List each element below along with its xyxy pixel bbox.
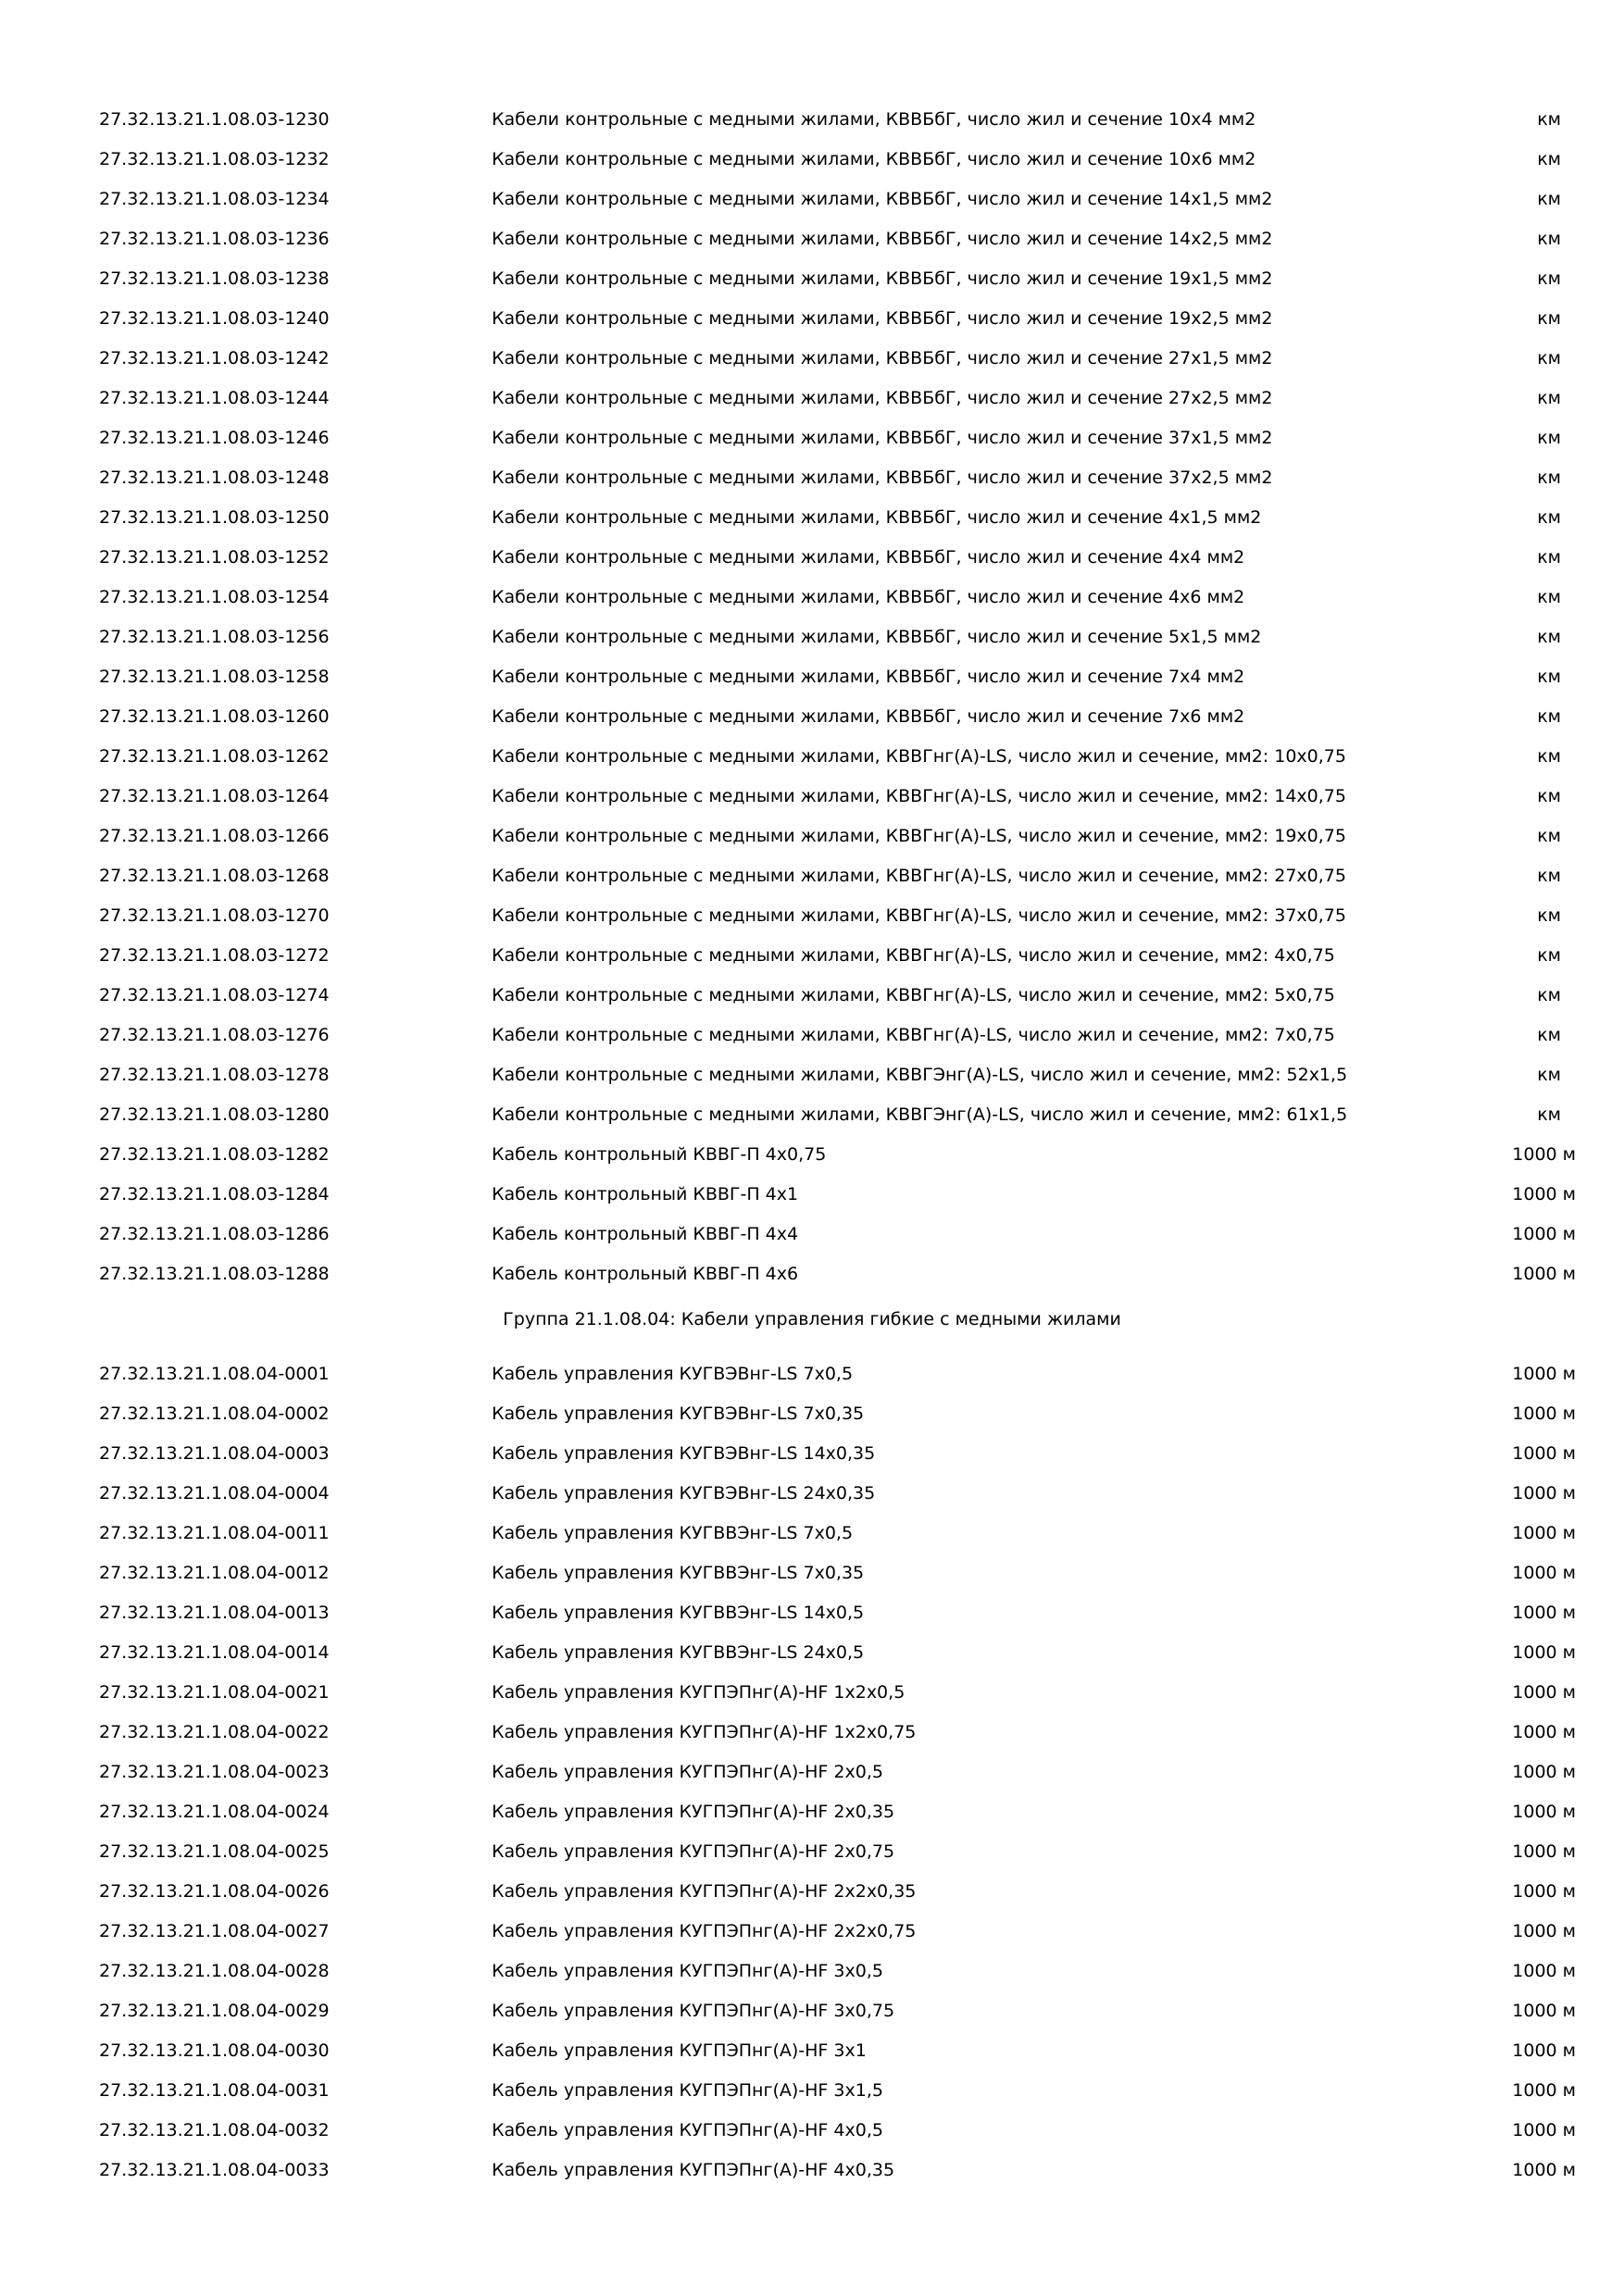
resource-name: Кабель управления КУГПЭПнг(А)-HF 2х2х0,75 — [492, 1921, 917, 1941]
resource-code: 27.32.13.21.1.08.03-1240 — [99, 308, 330, 329]
unit-of-measure: км — [1537, 348, 1561, 368]
resource-name: Кабель управления КУГПЭПнг(А)-HF 2х2х0,35 — [492, 1881, 917, 1902]
resource-name: Кабели контрольные с медными жилами, КВВБбГ, число жил и сечение 5х1,5 мм2 — [492, 627, 1262, 647]
table-row — [0, 180, 1624, 219]
table-row — [0, 1991, 1624, 2031]
resource-code: 27.32.13.21.1.08.04-0012 — [99, 1563, 330, 1583]
resource-code: 27.32.13.21.1.08.03-1244 — [99, 388, 330, 408]
unit-of-measure: км — [1537, 746, 1561, 767]
unit-of-measure: 1000 м — [1512, 2080, 1576, 2101]
table-row — [0, 777, 1624, 817]
unit-of-measure: км — [1537, 866, 1561, 886]
resource-name: Кабель контрольный КВВГ-П 4х6 — [492, 1264, 799, 1284]
unit-of-measure: км — [1537, 149, 1561, 169]
resource-code: 27.32.13.21.1.08.03-1236 — [99, 229, 330, 249]
unit-of-measure: 1000 м — [1512, 1961, 1576, 1981]
unit-of-measure: 1000 м — [1512, 1184, 1576, 1204]
resource-name: Кабель управления КУГПЭПнг(А)-HF 4х0,5 — [492, 2120, 883, 2140]
table-row — [0, 299, 1624, 339]
unit-of-measure: км — [1537, 786, 1561, 806]
unit-of-measure: 1000 м — [1512, 2040, 1576, 2061]
resource-name: Кабель контрольный КВВГ-П 4х0,75 — [492, 1144, 827, 1165]
resource-name: Кабель управления КУГПЭПнг(А)-HF 2х0,35 — [492, 1802, 895, 1822]
table-row — [0, 2151, 1624, 2190]
unit-of-measure: км — [1537, 308, 1561, 329]
table-row — [0, 1474, 1624, 1514]
resource-code: 27.32.13.21.1.08.03-1246 — [99, 428, 330, 448]
resource-name: Кабели контрольные с медными жилами, КВВБбГ, число жил и сечение 4х4 мм2 — [492, 547, 1245, 568]
resource-name: Кабель управления КУГПЭПнг(А)-HF 2х0,75 — [492, 1841, 895, 1862]
resource-code: 27.32.13.21.1.08.03-1270 — [99, 905, 330, 926]
resource-name: Кабели контрольные с медными жилами, КВВБбГ, число жил и сечение 14х1,5 мм2 — [492, 189, 1273, 209]
group-title: Группа 21.1.08.04: Кабели управления гибкие с медными жилами — [503, 1309, 1121, 1329]
unit-of-measure: км — [1537, 706, 1561, 727]
table-row — [0, 498, 1624, 538]
resource-code: 27.32.13.21.1.08.03-1234 — [99, 189, 330, 209]
table-row — [0, 1016, 1624, 1055]
resource-code: 27.32.13.21.1.08.03-1232 — [99, 149, 330, 169]
resource-name: Кабели контрольные с медными жилами, КВВБбГ, число жил и сечение 37х1,5 мм2 — [492, 428, 1273, 448]
resource-name: Кабель управления КУГПЭПнг(А)-HF 3х1,5 — [492, 2080, 883, 2101]
unit-of-measure: км — [1537, 1025, 1561, 1045]
resource-code: 27.32.13.21.1.08.03-1280 — [99, 1104, 330, 1125]
unit-of-measure: 1000 м — [1512, 1881, 1576, 1902]
table-row — [0, 1633, 1624, 1673]
table-section-08-04 — [0, 1354, 1624, 2190]
resource-code: 27.32.13.21.1.08.04-0026 — [99, 1881, 330, 1902]
resource-name: Кабель управления КУГПЭПнг(А)-HF 4х0,35 — [492, 2160, 895, 2180]
resource-name: Кабель контрольный КВВГ-П 4х1 — [492, 1184, 799, 1204]
unit-of-measure: 1000 м — [1512, 2120, 1576, 2140]
resource-code: 27.32.13.21.1.08.04-0023 — [99, 1762, 330, 1782]
resource-code: 27.32.13.21.1.08.03-1274 — [99, 985, 330, 1005]
table-row — [0, 1872, 1624, 1912]
resource-code: 27.32.13.21.1.08.03-1252 — [99, 547, 330, 568]
table-section-08-03 — [0, 100, 1624, 1294]
table-row — [0, 100, 1624, 140]
table-row — [0, 697, 1624, 737]
resource-code: 27.32.13.21.1.08.03-1284 — [99, 1184, 330, 1204]
resource-name: Кабели контрольные с медными жилами, КВВБбГ, число жил и сечение 19х2,5 мм2 — [492, 308, 1273, 329]
unit-of-measure: 1000 м — [1512, 1921, 1576, 1941]
table-row — [0, 1354, 1624, 1394]
resource-name: Кабель управления КУГВЭВнг-LS 14х0,35 — [492, 1443, 876, 1464]
resource-name: Кабель управления КУГВВЭнг-LS 7х0,5 — [492, 1523, 854, 1543]
resource-code: 27.32.13.21.1.08.04-0011 — [99, 1523, 330, 1543]
resource-name: Кабели контрольные с медными жилами, КВВБбГ, число жил и сечение 7х4 мм2 — [492, 667, 1245, 687]
table-row — [0, 1394, 1624, 1434]
resource-name: Кабели контрольные с медными жилами, КВВГнг(А)-LS, число жил и сечение, мм2: 14х0,75 — [492, 786, 1346, 806]
unit-of-measure: 1000 м — [1512, 1762, 1576, 1782]
table-row — [0, 817, 1624, 856]
table-row — [0, 657, 1624, 697]
resource-code: 27.32.13.21.1.08.03-1288 — [99, 1264, 330, 1284]
unit-of-measure: 1000 м — [1512, 2160, 1576, 2180]
unit-of-measure: км — [1537, 667, 1561, 687]
resource-name: Кабели контрольные с медными жилами, КВВБбГ, число жил и сечение 7х6 мм2 — [492, 706, 1245, 727]
resource-code: 27.32.13.21.1.08.03-1230 — [99, 109, 330, 130]
resource-code: 27.32.13.21.1.08.03-1260 — [99, 706, 330, 727]
unit-of-measure: км — [1537, 507, 1561, 528]
table-row — [0, 1514, 1624, 1554]
table-row — [0, 618, 1624, 657]
resource-code: 27.32.13.21.1.08.04-0022 — [99, 1722, 330, 1742]
resource-name: Кабель управления КУГПЭПнг(А)-HF 1х2х0,5 — [492, 1682, 906, 1703]
table-row — [0, 1055, 1624, 1095]
resource-name: Кабель управления КУГВЭВнг-LS 7х0,5 — [492, 1364, 854, 1384]
table-row — [0, 1713, 1624, 1753]
unit-of-measure: км — [1537, 388, 1561, 408]
resource-code: 27.32.13.21.1.08.03-1238 — [99, 268, 330, 289]
unit-of-measure: км — [1537, 468, 1561, 488]
resource-name: Кабели контрольные с медными жилами, КВВБбГ, число жил и сечение 4х1,5 мм2 — [492, 507, 1262, 528]
resource-name: Кабели контрольные с медными жилами, КВВГнг(А)-LS, число жил и сечение, мм2: 27х0,75 — [492, 866, 1346, 886]
table-row — [0, 1753, 1624, 1792]
unit-of-measure: км — [1537, 268, 1561, 289]
resource-name: Кабель управления КУГПЭПнг(А)-HF 2х0,5 — [492, 1762, 883, 1782]
resource-name: Кабели контрольные с медными жилами, КВВГнг(А)-LS, число жил и сечение, мм2: 37х0,75 — [492, 905, 1346, 926]
resource-code: 27.32.13.21.1.08.04-0027 — [99, 1921, 330, 1941]
resource-name: Кабель управления КУГВВЭнг-LS 24х0,5 — [492, 1642, 865, 1663]
resource-code: 27.32.13.21.1.08.03-1282 — [99, 1144, 330, 1165]
unit-of-measure: км — [1537, 985, 1561, 1005]
unit-of-measure: км — [1537, 428, 1561, 448]
unit-of-measure: 1000 м — [1512, 1802, 1576, 1822]
resource-code: 27.32.13.21.1.08.03-1266 — [99, 826, 330, 846]
resource-code: 27.32.13.21.1.08.04-0014 — [99, 1642, 330, 1663]
resource-code: 27.32.13.21.1.08.03-1268 — [99, 866, 330, 886]
resource-code: 27.32.13.21.1.08.04-0001 — [99, 1364, 330, 1384]
unit-of-measure: 1000 м — [1512, 1224, 1576, 1244]
unit-of-measure: 1000 м — [1512, 1642, 1576, 1663]
table-row — [0, 379, 1624, 418]
resource-name: Кабели контрольные с медными жилами, КВВБбГ, число жил и сечение 27х1,5 мм2 — [492, 348, 1273, 368]
resource-code: 27.32.13.21.1.08.04-0030 — [99, 2040, 330, 2061]
resource-code: 27.32.13.21.1.08.04-0021 — [99, 1682, 330, 1703]
unit-of-measure: 1000 м — [1512, 1144, 1576, 1165]
table-row — [0, 259, 1624, 299]
resource-name: Кабели контрольные с медными жилами, КВВБбГ, число жил и сечение 27х2,5 мм2 — [492, 388, 1273, 408]
unit-of-measure: км — [1537, 189, 1561, 209]
table-row — [0, 1593, 1624, 1633]
resource-name: Кабель управления КУГПЭПнг(А)-HF 3х0,75 — [492, 2001, 895, 2021]
table-row — [0, 418, 1624, 458]
resource-name: Кабели контрольные с медными жилами, КВВГнг(А)-LS, число жил и сечение, мм2: 10х0,75 — [492, 746, 1346, 767]
resource-code: 27.32.13.21.1.08.03-1276 — [99, 1025, 330, 1045]
resource-name: Кабели контрольные с медными жилами, КВВБбГ, число жил и сечение 4х6 мм2 — [492, 587, 1245, 607]
table-row — [0, 1912, 1624, 1952]
unit-of-measure: км — [1537, 1065, 1561, 1085]
resource-code: 27.32.13.21.1.08.04-0029 — [99, 2001, 330, 2021]
resource-code: 27.32.13.21.1.08.04-0031 — [99, 2080, 330, 2101]
unit-of-measure: км — [1537, 229, 1561, 249]
resource-code: 27.32.13.21.1.08.03-1272 — [99, 945, 330, 966]
unit-of-measure: 1000 м — [1512, 2001, 1576, 2021]
resource-code: 27.32.13.21.1.08.03-1256 — [99, 627, 330, 647]
unit-of-measure: 1000 м — [1512, 1483, 1576, 1504]
unit-of-measure: 1000 м — [1512, 1603, 1576, 1623]
resource-code: 27.32.13.21.1.08.04-0028 — [99, 1961, 330, 1981]
table-row — [0, 1434, 1624, 1474]
table-row — [0, 2031, 1624, 2071]
unit-of-measure: км — [1537, 627, 1561, 647]
resource-name: Кабели контрольные с медными жилами, КВВГЭнг(А)-LS, число жил и сечение, мм2: 61х1,5 — [492, 1104, 1348, 1125]
table-row — [0, 1095, 1624, 1135]
table-row — [0, 2111, 1624, 2151]
resource-code: 27.32.13.21.1.08.04-0032 — [99, 2120, 330, 2140]
unit-of-measure: км — [1537, 1104, 1561, 1125]
resource-name: Кабель управления КУГПЭПнг(А)-HF 3х0,5 — [492, 1961, 883, 1981]
resource-name: Кабель управления КУГВЭВнг-LS 7х0,35 — [492, 1404, 865, 1424]
resource-code: 27.32.13.21.1.08.03-1258 — [99, 667, 330, 687]
table-row — [0, 1215, 1624, 1254]
resource-code: 27.32.13.21.1.08.04-0033 — [99, 2160, 330, 2180]
table-row — [0, 856, 1624, 896]
table-row — [0, 976, 1624, 1016]
resource-name: Кабели контрольные с медными жилами, КВВБбГ, число жил и сечение 37х2,5 мм2 — [492, 468, 1273, 488]
unit-of-measure: 1000 м — [1512, 1722, 1576, 1742]
resource-code: 27.32.13.21.1.08.04-0003 — [99, 1443, 330, 1464]
resource-code: 27.32.13.21.1.08.03-1250 — [99, 507, 330, 528]
resource-code: 27.32.13.21.1.08.03-1254 — [99, 587, 330, 607]
resource-name: Кабель управления КУГПЭПнг(А)-HF 3х1 — [492, 2040, 867, 2061]
unit-of-measure: 1000 м — [1512, 1364, 1576, 1384]
resource-name: Кабели контрольные с медными жилами, КВВГнг(А)-LS, число жил и сечение, мм2: 19х0,75 — [492, 826, 1346, 846]
table-row — [0, 2071, 1624, 2111]
resource-code: 27.32.13.21.1.08.03-1248 — [99, 468, 330, 488]
resource-name: Кабели контрольные с медными жилами, КВВБбГ, число жил и сечение 10х6 мм2 — [492, 149, 1256, 169]
unit-of-measure: 1000 м — [1512, 1841, 1576, 1862]
unit-of-measure: км — [1537, 945, 1561, 966]
resource-name: Кабели контрольные с медными жилами, КВВГнг(А)-LS, число жил и сечение, мм2: 5х0,75 — [492, 985, 1335, 1005]
table-row — [0, 458, 1624, 498]
unit-of-measure: 1000 м — [1512, 1443, 1576, 1464]
table-row — [0, 1175, 1624, 1215]
table-row — [0, 1952, 1624, 1991]
resource-code: 27.32.13.21.1.08.04-0024 — [99, 1802, 330, 1822]
table-row — [0, 896, 1624, 936]
resource-name: Кабели контрольные с медными жилами, КВВГнг(А)-LS, число жил и сечение, мм2: 7х0,75 — [492, 1025, 1335, 1045]
unit-of-measure: км — [1537, 109, 1561, 130]
table-row — [0, 1554, 1624, 1593]
resource-name: Кабель управления КУГПЭПнг(А)-HF 1х2х0,75 — [492, 1722, 917, 1742]
unit-of-measure: 1000 м — [1512, 1404, 1576, 1424]
resource-code: 27.32.13.21.1.08.04-0013 — [99, 1603, 330, 1623]
table-row — [0, 578, 1624, 618]
table-row — [0, 1673, 1624, 1713]
resource-name: Кабели контрольные с медными жилами, КВВГЭнг(А)-LS, число жил и сечение, мм2: 52х1,5 — [492, 1065, 1348, 1085]
unit-of-measure: км — [1537, 547, 1561, 568]
unit-of-measure: км — [1537, 587, 1561, 607]
resource-name: Кабель контрольный КВВГ-П 4х4 — [492, 1224, 799, 1244]
table-row — [0, 936, 1624, 976]
resource-code: 27.32.13.21.1.08.03-1278 — [99, 1065, 330, 1085]
table-row — [0, 1135, 1624, 1175]
table-row — [0, 737, 1624, 777]
resource-name: Кабели контрольные с медными жилами, КВВГнг(А)-LS, число жил и сечение, мм2: 4х0,75 — [492, 945, 1335, 966]
table-row — [0, 140, 1624, 180]
unit-of-measure: 1000 м — [1512, 1264, 1576, 1284]
resource-name: Кабель управления КУГВЭВнг-LS 24х0,35 — [492, 1483, 876, 1504]
resource-name: Кабели контрольные с медными жилами, КВВБбГ, число жил и сечение 10х4 мм2 — [492, 109, 1256, 130]
resource-code: 27.32.13.21.1.08.03-1286 — [99, 1224, 330, 1244]
unit-of-measure: км — [1537, 826, 1561, 846]
table-row — [0, 1254, 1624, 1294]
resource-name: Кабель управления КУГВВЭнг-LS 14х0,5 — [492, 1603, 865, 1623]
unit-of-measure: 1000 м — [1512, 1523, 1576, 1543]
resource-code: 27.32.13.21.1.08.03-1242 — [99, 348, 330, 368]
unit-of-measure: 1000 м — [1512, 1682, 1576, 1703]
table-row — [0, 219, 1624, 259]
resource-name: Кабели контрольные с медными жилами, КВВБбГ, число жил и сечение 14х2,5 мм2 — [492, 229, 1273, 249]
resource-code: 27.32.13.21.1.08.04-0025 — [99, 1841, 330, 1862]
table-row — [0, 1792, 1624, 1832]
resource-code: 27.32.13.21.1.08.04-0002 — [99, 1404, 330, 1424]
resource-name: Кабели контрольные с медными жилами, КВВБбГ, число жил и сечение 19х1,5 мм2 — [492, 268, 1273, 289]
resource-code: 27.32.13.21.1.08.03-1262 — [99, 746, 330, 767]
unit-of-measure: 1000 м — [1512, 1563, 1576, 1583]
table-row — [0, 339, 1624, 379]
resource-name: Кабель управления КУГВВЭнг-LS 7х0,35 — [492, 1563, 865, 1583]
unit-of-measure: км — [1537, 905, 1561, 926]
resource-code: 27.32.13.21.1.08.03-1264 — [99, 786, 330, 806]
table-row — [0, 538, 1624, 578]
table-row — [0, 1832, 1624, 1872]
resource-code: 27.32.13.21.1.08.04-0004 — [99, 1483, 330, 1504]
